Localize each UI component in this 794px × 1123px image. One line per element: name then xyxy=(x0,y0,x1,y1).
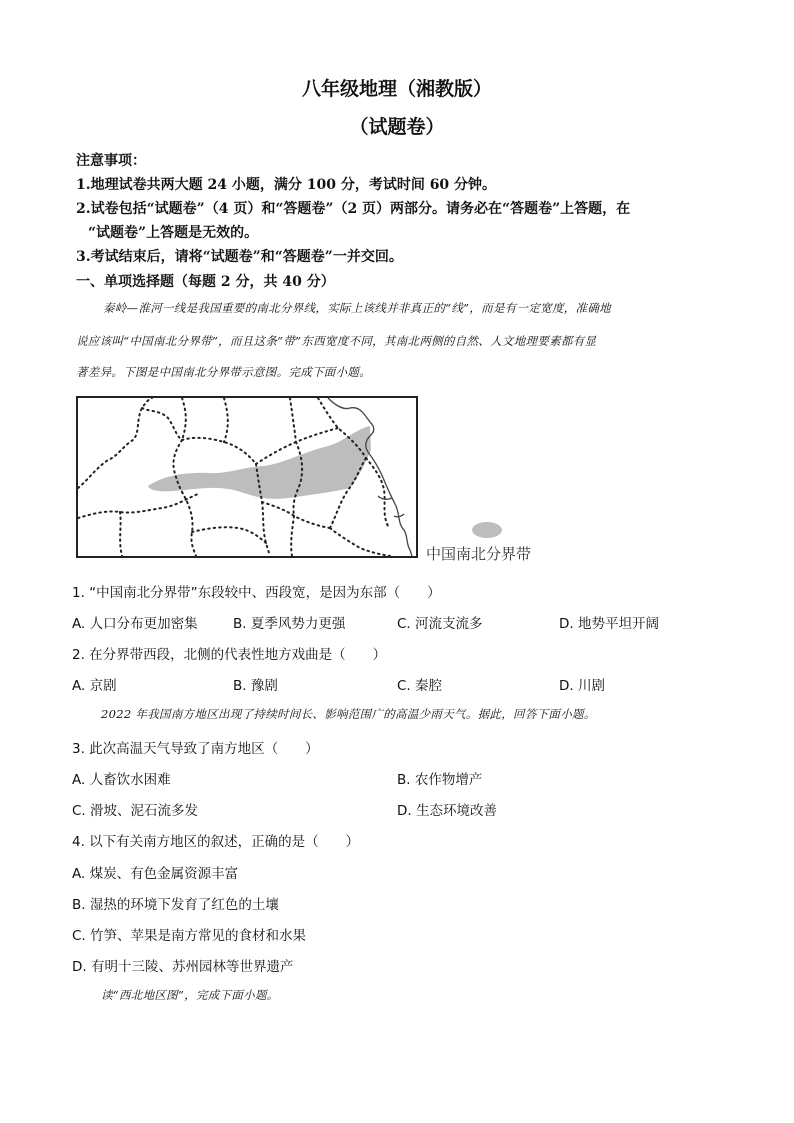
passage-line-2: 说应该叫“中国南北分界带”，而且这条“带”东西宽度不同，其南北两侧的自然、人文地理要素都有显 xyxy=(76,334,597,348)
question-3-option-b: B. 农作物增产 xyxy=(397,772,483,788)
passage-2: 2022 年我国南方地区出现了持续时间长、影响范围广的高温少雨天气。据此，回答下面小题。 xyxy=(101,707,596,721)
question-3-option-a: A. 人畜饮水困难 xyxy=(72,772,171,788)
question-2-option-d: D. 川剧 xyxy=(559,678,605,694)
map-legend-label: 中国南北分界带 xyxy=(426,545,532,563)
question-3-stem: 3. 此次高温天气导致了南方地区（ ） xyxy=(72,741,319,757)
notice-item-2-line-2: “试题卷”上答题是无效的。 xyxy=(88,225,259,241)
notice-item-3: 3.考试结束后，请将“试题卷”和“答题卷”一并交回。 xyxy=(76,249,403,265)
question-1-option-c: C. 河流支流多 xyxy=(397,616,483,632)
question-4-option-b: B. 湿热的环境下发育了红色的土壤 xyxy=(72,897,279,913)
notice-heading: 注意事项： xyxy=(76,153,146,169)
question-2-option-b: B. 豫剧 xyxy=(233,678,278,694)
question-1-option-d: D. 地势平坦开阔 xyxy=(559,616,659,632)
question-4-option-c: C. 竹笋、苹果是南方常见的食材和水果 xyxy=(72,928,307,944)
section-heading: 一、单项选择题（每题 2 分，共 40 分） xyxy=(76,274,335,290)
page-title: 八年级地理（湘教版） xyxy=(301,78,492,100)
legend-swatch xyxy=(472,522,502,538)
question-4-option-d: D. 有明十三陵、苏州园林等世界遗产 xyxy=(72,959,294,975)
question-4-option-a: A. 煤炭、有色金属资源丰富 xyxy=(72,866,239,882)
page-subtitle: （试题卷） xyxy=(349,116,445,138)
question-2-option-c: C. 秦腔 xyxy=(397,678,443,694)
passage-line-1: 秦岭—淮河一线是我国重要的南北分界线，实际上该线并非真正的“线”，而是有一定宽度，准确地 xyxy=(103,301,611,315)
question-4-stem: 4. 以下有关南方地区的叙述，正确的是（ ） xyxy=(72,834,360,850)
passage-3: 读“西北地区图”，完成下面小题。 xyxy=(101,988,279,1002)
notice-item-1: 1.地理试卷共两大题 24 小题，满分 100 分，考试时间 60 分钟。 xyxy=(76,177,497,193)
question-1-option-b: B. 夏季风势力更强 xyxy=(233,616,346,632)
map-graphic xyxy=(78,398,416,556)
notice-item-2-line-1: 2.试卷包括“试题卷”（4 页）和“答题卷”（2 页）两部分。请务必在“答题卷”上答题，在 xyxy=(76,201,631,217)
question-1-option-a: A. 人口分布更加密集 xyxy=(72,616,198,632)
question-1-stem: 1. “中国南北分界带”东段较中、西段宽，是因为东部（ ） xyxy=(72,585,441,601)
north-south-boundary-map xyxy=(76,396,418,558)
question-3-option-d: D. 生态环境改善 xyxy=(397,803,497,819)
passage-line-3: 著差异。下图是中国南北分界带示意图。完成下面小题。 xyxy=(76,365,371,379)
question-3-option-c: C. 滑坡、泥石流多发 xyxy=(72,803,199,819)
question-2-option-a: A. 京剧 xyxy=(72,678,117,694)
question-2-stem: 2. 在分界带西段，北侧的代表性地方戏曲是（ ） xyxy=(72,647,387,663)
